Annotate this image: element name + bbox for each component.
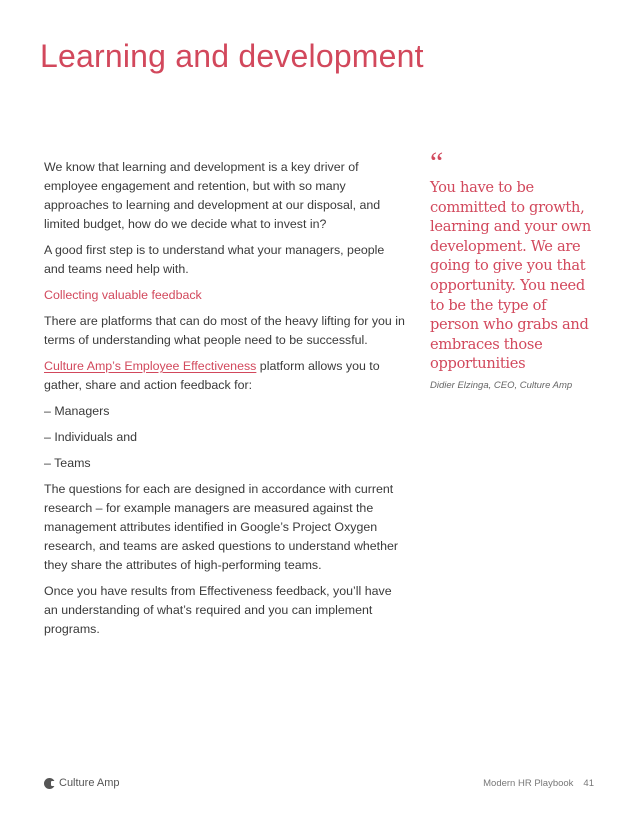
footer-brand <box>44 777 120 789</box>
quote-author: Didier Elzinga, CEO, Culture Amp <box>430 379 573 391</box>
employee-effectiveness-link[interactable]: Culture Amp’s Employee Effectiveness <box>44 359 257 373</box>
section-subheading: Collecting valuable feedback <box>44 288 202 302</box>
footer-meta <box>483 778 594 789</box>
list-item: – Individuals and <box>44 430 137 444</box>
footer-brand-name: Culture Amp <box>59 777 120 789</box>
effectiveness-paragraph <box>44 357 406 395</box>
questions-paragraph: The questions for each are designed in accordance with current research – for example managers are measured against the management attributes identified in Google’s Project Oxygen research, and teams are asked questions to understand whether they share the attributes of high-performing teams. <box>44 482 399 572</box>
quote-text: You have to be committed to growth, learning and your own development. We are going to give you that opportunity. You need to be the type of person who grabs and embraces those opportunities <box>430 179 591 373</box>
culture-amp-logo-icon <box>44 778 55 789</box>
main-content <box>44 158 406 646</box>
page-number: 41 <box>583 778 594 789</box>
page-title: Learning and development <box>40 38 424 74</box>
results-paragraph: Once you have results from Effectiveness feedback, you’ll have an understanding of what’s required and you can implement programs. <box>44 584 392 636</box>
platforms-paragraph: There are platforms that can do most of the heavy lifting for you in terms of understanding what people need to be successful. <box>44 314 405 347</box>
list-item: – Managers <box>44 404 110 418</box>
intro-paragraph: We know that learning and development is a key driver of employee engagement and retention, but with so many approaches to learning and development at our disposal, and limited budget, how do we decide what to invest in? <box>44 160 381 231</box>
footer-publication: Modern HR Playbook <box>483 778 574 789</box>
pull-quote <box>430 146 595 391</box>
first-step-paragraph: A good first step is to understand what your managers, people and teams need help with. <box>44 243 385 276</box>
effectiveness-paragraph-text: platform allows you to gather, share and action feedback for: <box>44 359 380 392</box>
quote-mark-icon: “ <box>430 146 444 179</box>
list-item: – Teams <box>44 456 91 470</box>
